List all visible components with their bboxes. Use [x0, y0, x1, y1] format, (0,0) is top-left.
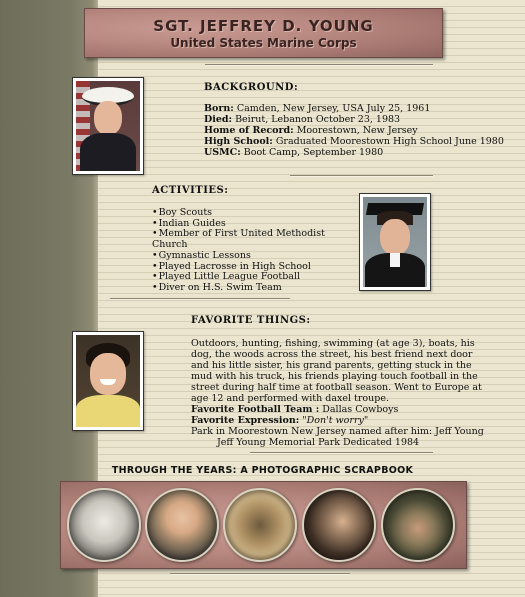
page-subtitle: United States Marine Corps	[170, 36, 357, 50]
scrapbook-photo-marine[interactable]	[381, 488, 455, 562]
background-row: Born: Camden, New Jersey, USA July 25, 1961	[204, 103, 431, 114]
activities-heading: ACTIVITIES:	[152, 185, 229, 196]
scrapbook-photo-friends[interactable]	[302, 488, 376, 562]
background-row: USMC: Boot Camp, September 1980	[204, 147, 384, 158]
list-item: • Boy Scouts	[152, 208, 352, 219]
favorites-heading: FAVORITE THINGS:	[191, 315, 311, 326]
favorites-text	[191, 338, 491, 448]
favorite-team: Favorite Football Team : Dallas Cowboys	[191, 404, 399, 415]
background-list	[204, 103, 504, 158]
graduation-photo[interactable]	[359, 193, 431, 291]
park-dedication: Jeff Young Memorial Park Dedicated 1984	[217, 437, 420, 448]
activities-list	[152, 208, 352, 294]
scrapbook-photo-baby[interactable]	[67, 488, 141, 562]
divider	[250, 452, 433, 454]
background-heading: BACKGROUND:	[204, 82, 299, 93]
divider	[290, 175, 433, 177]
park-line: Park in Moorestown New Jersey named after him: Jeff Young	[191, 426, 484, 437]
marine-portrait-photo[interactable]	[72, 77, 144, 175]
header-banner	[84, 8, 443, 58]
list-item: • Member of First United Methodist Church	[152, 229, 352, 250]
scrapbook-photo-child[interactable]	[145, 488, 219, 562]
list-item: • Played Lacrosse in High School	[152, 262, 352, 273]
favorite-expression: Favorite Expression: "Don't worry"	[191, 415, 369, 426]
scrapbook-title: THROUGH THE YEARS: A PHOTOGRAPHIC SCRAPBOOK	[111, 465, 414, 476]
divider	[170, 573, 350, 575]
page-title: SGT. JEFFREY D. YOUNG	[153, 17, 374, 35]
divider	[110, 298, 290, 300]
list-item: • Diver on H.S. Swim Team	[152, 283, 352, 294]
background-row: Died: Beirut, Lebanon October 23, 1983	[204, 114, 401, 125]
scrapbook-photo-hunting[interactable]	[223, 488, 297, 562]
favorite-things-photo[interactable]	[72, 331, 144, 431]
list-item: • Gymnastic Lessons	[152, 251, 352, 262]
background-row: Home of Record: Moorestown, New Jersey	[204, 125, 418, 136]
list-item: • Played Little League Football	[152, 272, 352, 283]
favorites-paragraph: Outdoors, hunting, fishing, swimming (at age 3), boats, his dog, the woods across the street, his best friend next door and his little sister, his grand parents, getting stuck in the mud with his truck, his friends playing touch football in the street during half time at football season. Went to Europe at age 12 and performed with daxel troupe.	[191, 338, 482, 404]
background-row: High School: Graduated Moorestown High School June 1980	[204, 136, 504, 147]
divider	[205, 64, 433, 66]
scrapbook-banner	[60, 481, 467, 569]
list-item: • Indian Guides	[152, 219, 352, 230]
